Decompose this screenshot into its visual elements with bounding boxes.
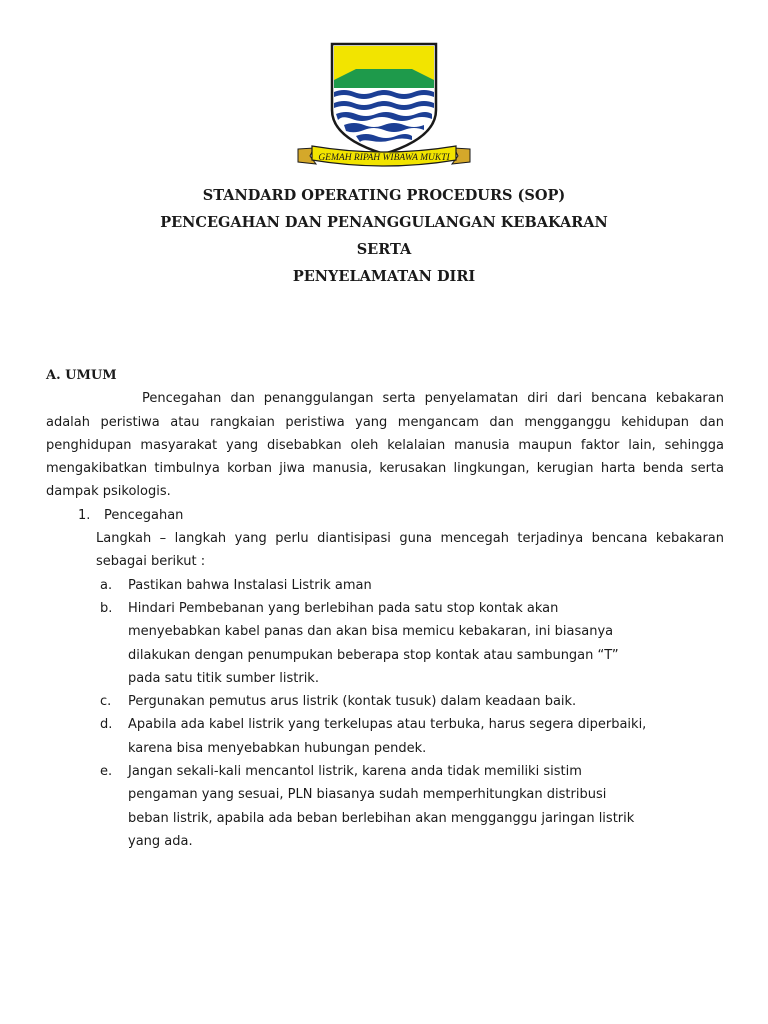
title-line-2: PENCEGAHAN DAN PENANGGULANGAN KEBAKARAN: [160, 214, 608, 231]
lead-paragraph: Langkah – langkah yang perlu diantisipasi guna mencegah terjadinya bencana kebakaran sebagai berikut :: [96, 531, 724, 570]
list-item: [96, 760, 724, 853]
point-line: menyebabkan kabel panas dan akan bisa memicu kebakaran, ini biasanya: [128, 624, 614, 640]
point-line: pada satu titik sumber listrik.: [128, 670, 319, 686]
point-line: pengaman yang sesuai, PLN biasanya sudah memperhitungkan distribusi: [128, 787, 607, 803]
intro-paragraph: Pencegahan dan penanggulangan serta penyelamatan diri dari bencana kebakaran adalah peristiwa atau rangkaian peristiwa yang mengancam dan mengganggu kehidupan dan penghidupan masyarakat yang disebabkan oleh kelalaian manusia maupun faktor lain, sehingga mengakibatkan timbulnya korban jiwa manusia, kerusakan lingkungan, kerugian harta benda serta dampak psikologis.: [46, 391, 724, 500]
point-letter: e.: [100, 764, 113, 780]
document-title: [0, 186, 768, 294]
point-text: [128, 713, 724, 760]
point-line: Jangan sekali-kali mencantol listrik, karena anda tidak memiliki sistim: [128, 764, 582, 780]
point-line: Pastikan bahwa Instalasi Listrik aman: [128, 577, 372, 593]
document-body: [46, 364, 724, 853]
item-lead: [96, 527, 724, 574]
item-number: 1.: [78, 507, 91, 523]
title-line-3: SERTA: [356, 241, 412, 258]
point-line: Apabila ada kabel listrik yang terkelupas atau terbuka, harus segera diperbaiki,: [128, 717, 647, 733]
motto-text: GEMAH RIPAH WIBAWA MUKTI: [318, 153, 450, 163]
title-line-1: STANDARD OPERATING PROCEDURS (SOP): [202, 187, 566, 204]
point-line: dilakukan dengan penumpukan beberapa stop kontak atau sambungan “T”: [128, 647, 619, 663]
shield-icon: [332, 44, 436, 154]
point-letter: d.: [100, 717, 113, 733]
point-line: karena bisa menyebabkan hubungan pendek.: [128, 740, 427, 756]
city-emblem: [294, 36, 474, 170]
point-line: Hindari Pembebanan yang berlebihan pada satu stop kontak akan: [128, 600, 559, 616]
point-line: yang ada.: [128, 833, 193, 849]
point-letter: b.: [100, 600, 113, 616]
point-text: [128, 597, 724, 690]
point-letter: a.: [100, 577, 113, 593]
point-text: [128, 760, 724, 853]
title-line-4: PENYELAMATAN DIRI: [292, 268, 476, 285]
numbered-item-1: [46, 504, 724, 527]
item-label: Pencegahan: [104, 507, 184, 523]
point-letter: c.: [100, 694, 112, 710]
point-text: [128, 574, 724, 597]
point-line: beban listrik, apabila ada beban berlebihan akan mengganggu jaringan listrik: [128, 810, 635, 826]
point-line: Pergunakan pemutus arus listrik (kontak tusuk) dalam keadaan baik.: [128, 694, 577, 710]
list-item: [96, 597, 724, 690]
section-heading: A. UMUM: [46, 368, 117, 383]
point-text: [128, 690, 724, 713]
list-item: [96, 690, 724, 713]
list-item: [96, 713, 724, 760]
list-item: [96, 574, 724, 597]
